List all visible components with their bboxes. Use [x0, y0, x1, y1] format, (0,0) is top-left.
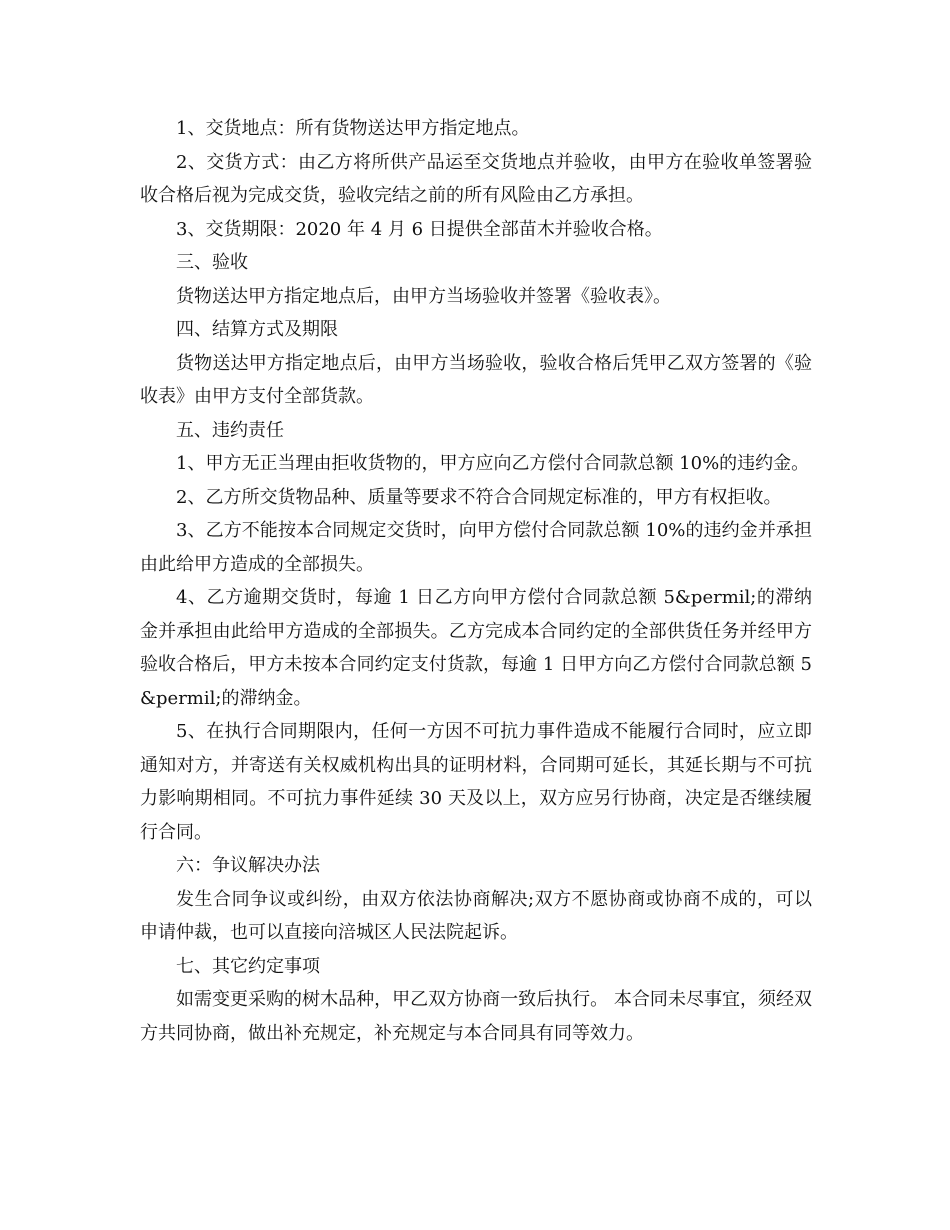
other-matters-text: 如需变更采购的树木品种，甲乙双方协商一致后执行。 本合同未尽事宜，须经双方共同协商，做出补充规定，补充规定与本合同具有同等效力。: [140, 989, 812, 1044]
section-heading-liability: 五、违约责任: [176, 419, 284, 441]
section-heading-dispute: 六：争议解决办法: [176, 855, 320, 876]
section-heading-settlement: 四、结算方式及期限: [176, 319, 338, 340]
dispute-text: 发生合同争议或纠纷，由双方依法协商解决;双方不愿协商或协商不成的，可以申请仲裁，也可以直接向涪城区人民法院起诉。: [140, 888, 812, 943]
settlement-text: 货物送达甲方指定地点后，由甲方当场验收，验收合格后凭甲乙双方签署的《验收表》由甲方支付全部货款。: [140, 352, 812, 407]
section-heading-other: 七、其它约定事项: [176, 955, 320, 977]
liability-clause-4: 4、乙方逾期交货时，每逾 1 日乙方向甲方偿付合同款总额 5&permil;的滞纳金并承担由此给甲方造成的全部损失。乙方完成本合同约定的全部供货任务并经甲方验收合格后，甲方未按本合同约定支付货款，每逾 1 日甲方向乙方偿付合同款总额 5&permil;的滞纳金。: [140, 587, 812, 709]
clause-delivery-deadline: 3、交货期限：2020 年 4 月 6 日提供全部苗木并验收合格。: [176, 218, 663, 240]
acceptance-text: 货物送达甲方指定地点后，由甲方当场验收并签署《验收表》。: [176, 285, 671, 307]
contract-body: [140, 112, 812, 1050]
clause-delivery-method: 2、交货方式：由乙方将所供产品运至交货地点并验收，由甲方在验收单签署验收合格后视为完成交货，验收完结之前的所有风险由乙方承担。: [140, 151, 812, 206]
section-heading-acceptance: 三、验收: [176, 252, 248, 273]
liability-clause-2: 2、乙方所交货物品种、质量等要求不符合合同规定标准的，甲方有权拒收。: [176, 486, 782, 508]
liability-clause-5: 5、在执行合同期限内，任何一方因不可抗力事件造成不能履行合同时，应立即通知对方，并寄送有关权威机构出具的证明材料，合同期可延长，其延长期与不可抗力影响期相同。不可抗力事件延续 30 天及以上，双方应另行协商，决定是否继续履行合同。: [140, 721, 812, 843]
liability-clause-3: 3、乙方不能按本合同规定交货时，向甲方偿付合同款总额 10%的违约金并承担由此给甲方造成的全部损失。: [140, 520, 812, 575]
liability-clause-1: 1、甲方无正当理由拒收货物的，甲方应向乙方偿付合同款总额 10%的违约金。: [176, 453, 810, 474]
clause-delivery-location: 1、交货地点：所有货物送达甲方指定地点。: [176, 118, 530, 139]
